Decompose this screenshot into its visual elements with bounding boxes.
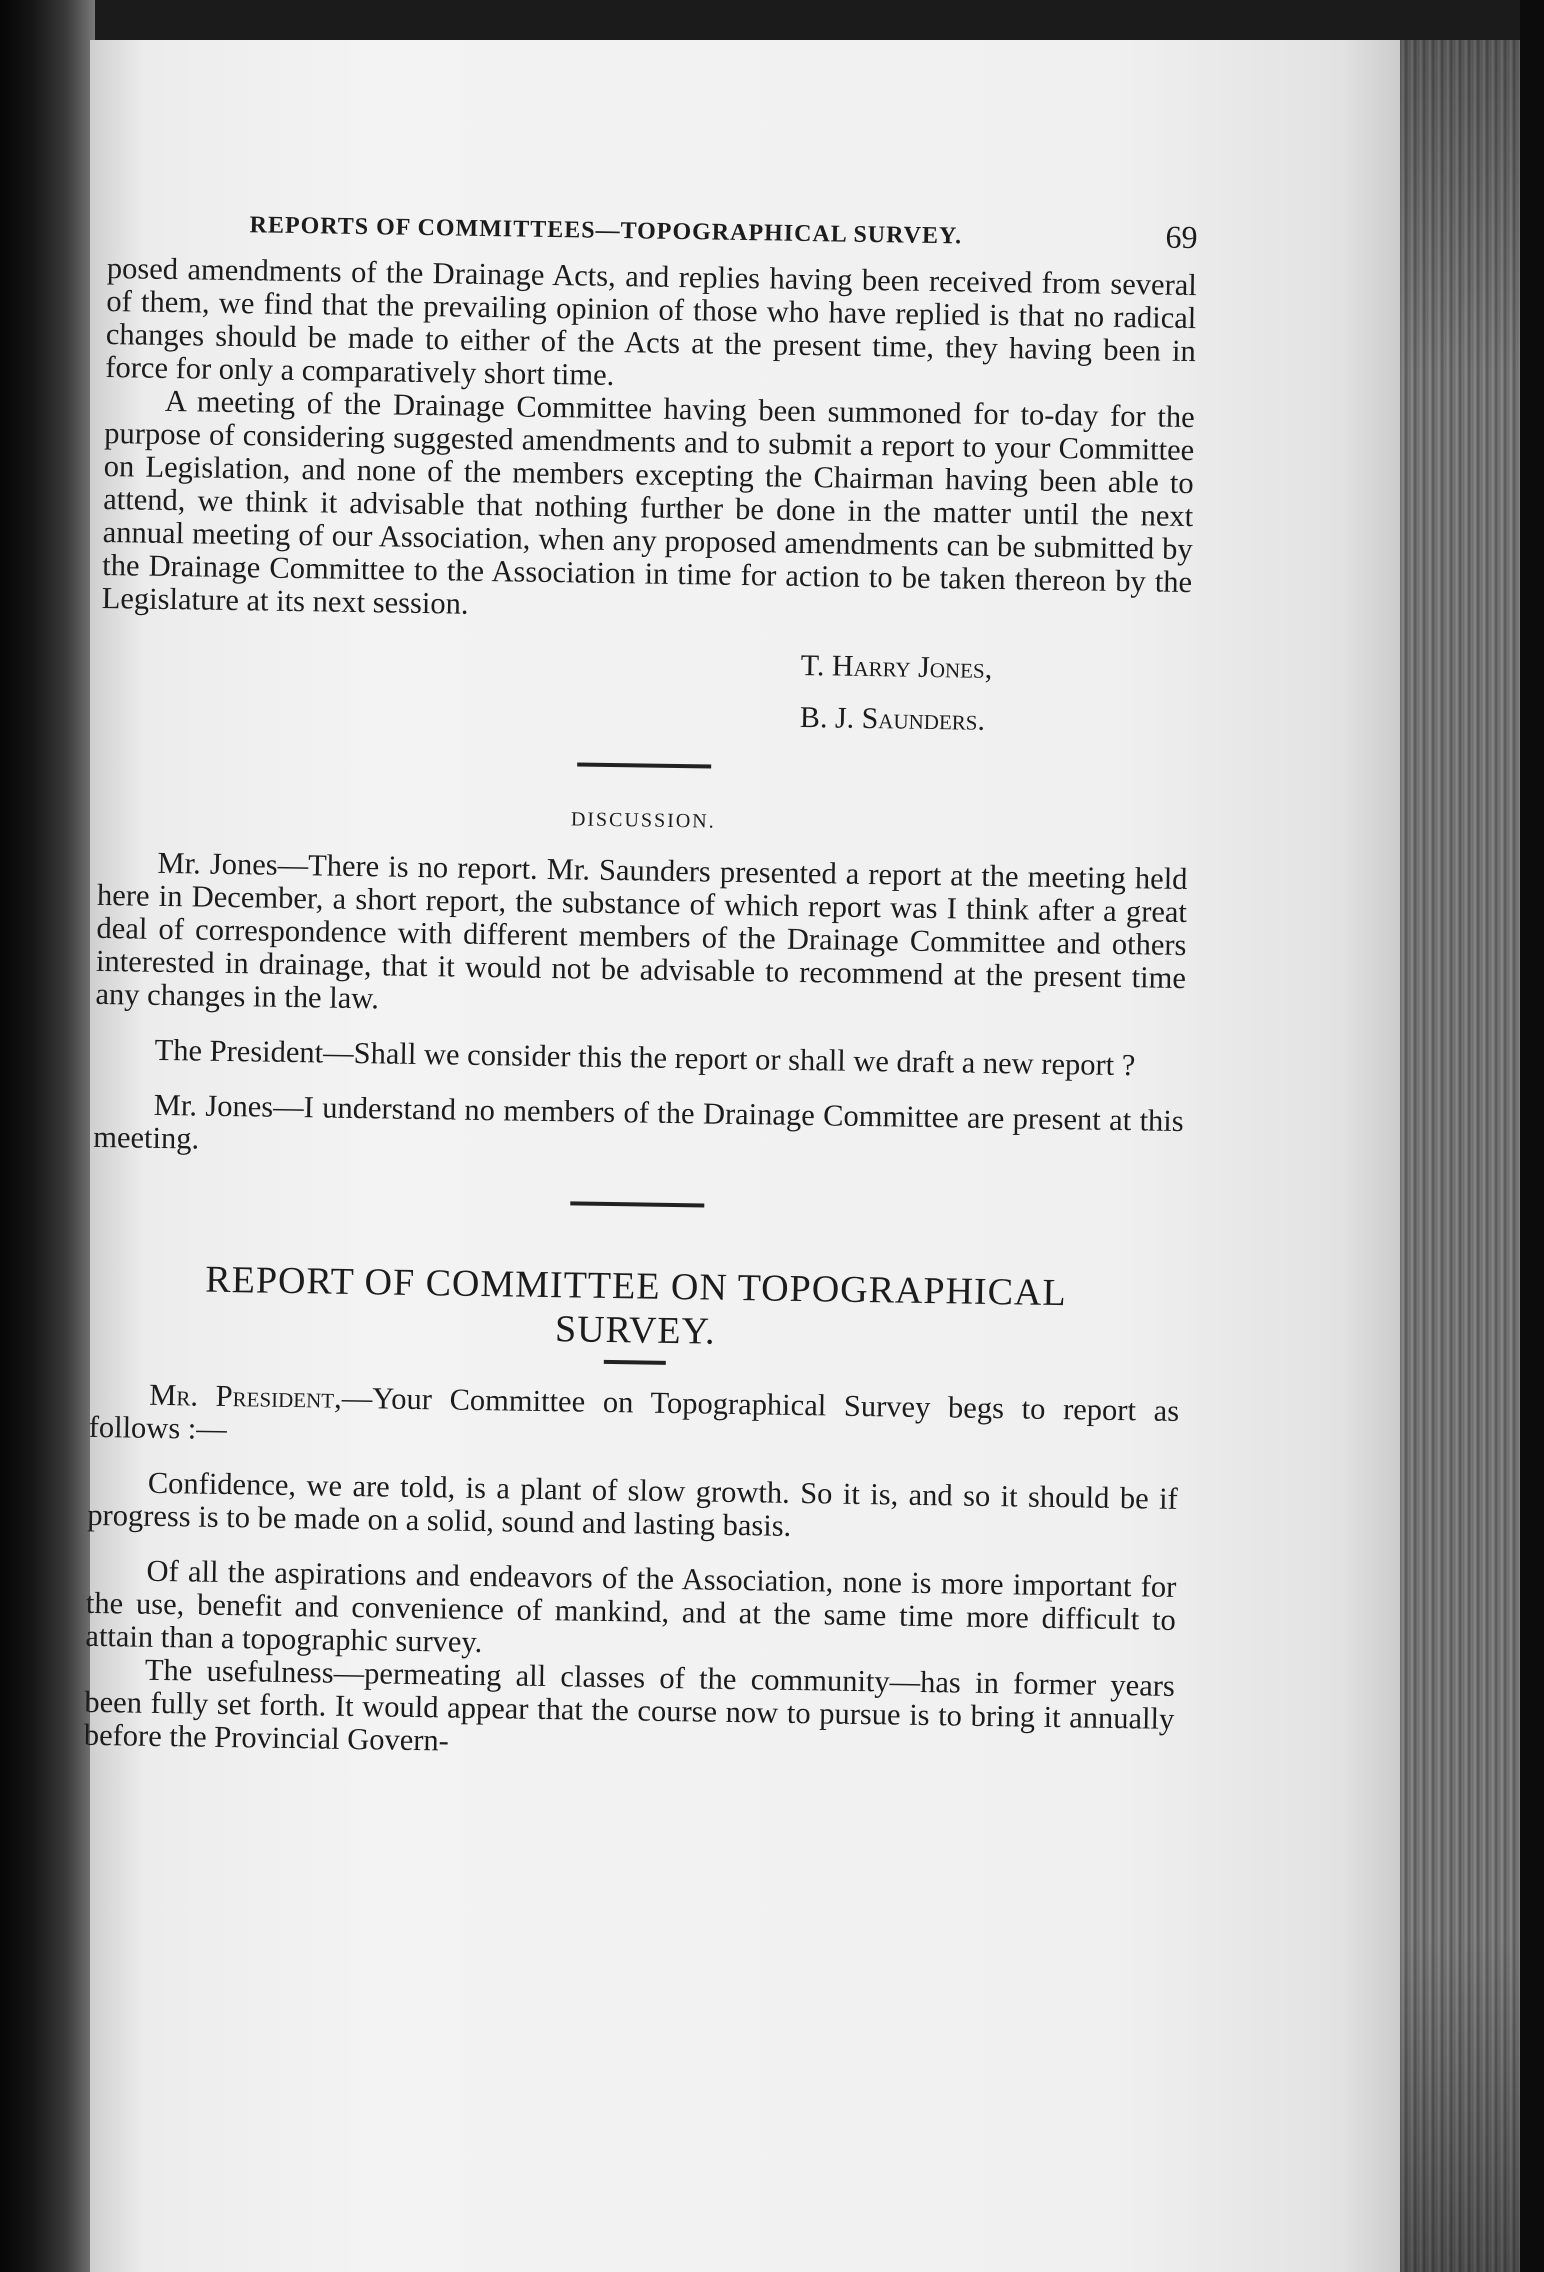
drainage-paragraph-1: posed amendments of the Drainage Acts, and replies having been received from several of them, we find that the prevailing opinion of those who have replied is that no radical changes should be made to either of the Acts at the present time, they having been in force for only a comparatively short time. (105, 250, 1198, 392)
section-divider (570, 1201, 704, 1207)
salutation: Mr. President, (148, 1377, 343, 1415)
page-number: 69 (1165, 218, 1198, 256)
signature-saunders: B. J. Saunders. (799, 700, 986, 737)
report-heading: REPORT OF COMMITTEE ON TOPOGRAPHICAL SURVEY. (205, 1258, 1067, 1353)
signature-jones: T. Harry Jones, (800, 648, 993, 685)
page-stack-edge (1400, 40, 1520, 2272)
page-text (84, 200, 1198, 1769)
section-divider (577, 762, 711, 768)
report-opening (88, 1378, 1179, 1461)
report-paragraph-1: Confidence, we are told, is a plant of slow growth. So it is, and so it should be if progress is to be made on a solid, sound and lasting basis. (87, 1465, 1178, 1543)
signatures (800, 640, 1192, 750)
scan-border (1520, 0, 1544, 2272)
book-gutter-shadow (0, 0, 95, 2272)
heading-rule (604, 1360, 666, 1365)
discussion-paragraph-1: Mr. Jones—There is no report. Mr. Saunders presented a report at the meeting held here in December, a short report, the substance of which report was I think after a great deal of correspondence with different members of the Drainage Committee and others interested in drainage, that it would not be advisable to recommend at the present time any changes in the law. (95, 845, 1188, 1016)
discussion-paragraph-2: The President—Shall we consider this the report or shall we draft a new report ? (154, 1032, 1136, 1083)
discussion-paragraph-3: Mr. Jones—I understand no members of the Drainage Committee are present at this meeting. (93, 1087, 1184, 1156)
report-paragraph-2: Of all the aspirations and endeavors of the Association, none is more important for the use, benefit and convenience of mankind, and at the same time more difficult to attain than a topographic survey. (85, 1553, 1177, 1660)
report-paragraph-3: The usefulness—permeating all classes of the community—has in former years been fully set forth. It would appear that the course now to pursue is to bring it annually before the Provincial Govern- (83, 1652, 1176, 1758)
drainage-paragraph-2: A meeting of the Drainage Committee having been summoned for to-day for the purpose of considering suggested amendments and to submit a report to your Committee on Legislation, and none of the members excepting the Chairman having been able to attend, we think it advisable that nothing further be done in the matter until the next annual meeting of our Association, when any proposed amendments can be submitted by the Drainage Committee to the Association in time for action to be taken thereon by the Legislature at its next session. (101, 383, 1195, 621)
discussion-heading: DISCUSSION. (570, 808, 716, 833)
opening-text: —Your Committee on Topographical Survey begs to report as follows :— (88, 1380, 1180, 1447)
running-head-title: REPORTS OF COMMITTEES—TOPOGRAPHICAL SURVEY. (249, 212, 963, 250)
